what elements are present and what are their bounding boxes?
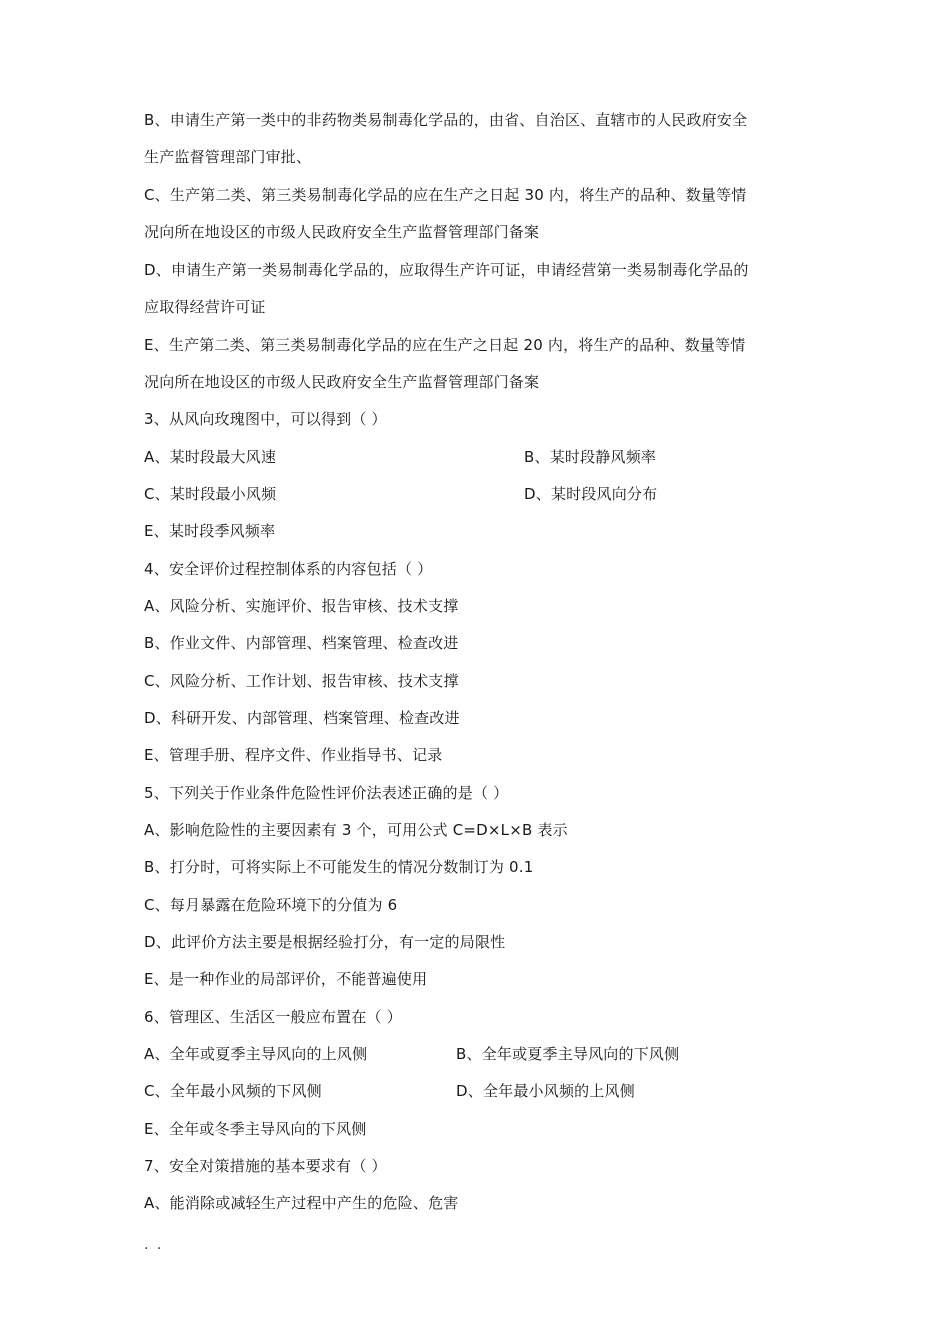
- option-d: D、全年最小风频的上风侧: [456, 1082, 635, 1100]
- option-c: C、每月暴露在危险环境下的分值为 6: [144, 896, 398, 914]
- option-b: B、作业文件、内部管理、档案管理、检查改进: [144, 634, 459, 652]
- option-b: B、某时段静风频率: [524, 448, 657, 466]
- option-b: B、全年或夏季主导风向的下风侧: [456, 1045, 680, 1063]
- text-line: E、生产第二类、第三类易制毒化学品的应在生产之日起 20 内，将生产的品种、数量等情: [144, 336, 746, 354]
- question-6: 6、管理区、生活区一般应布置在（ ）: [144, 1008, 402, 1026]
- option-e: E、全年或冬季主导风向的下风侧: [144, 1120, 367, 1138]
- option-a: A、风险分析、实施评价、报告审核、技术支撑: [144, 597, 459, 615]
- option-d: D、此评价方法主要是根据经验打分，有一定的局限性: [144, 933, 506, 951]
- option-c: C、某时段最小风频: [144, 485, 277, 503]
- option-d: D、科研开发、内部管理、档案管理、检查改进: [144, 709, 460, 727]
- option-b: B、打分时，可将实际上不可能发生的情况分数制订为 0.1: [144, 858, 534, 876]
- option-e: E、管理手册、程序文件、作业指导书、记录: [144, 746, 443, 764]
- question-4: 4、安全评价过程控制体系的内容包括（ ）: [144, 560, 433, 578]
- option-a: A、某时段最大风速: [144, 448, 277, 466]
- option-c: C、全年最小风频的下风侧: [144, 1082, 322, 1100]
- option-e: E、某时段季风频率: [144, 522, 276, 540]
- option-a: A、影响危险性的主要因素有 3 个，可用公式 C=D×L×B 表示: [144, 821, 568, 839]
- text-line: 生产监督管理部门审批、: [144, 148, 312, 166]
- question-7: 7、安全对策措施的基本要求有（ ）: [144, 1157, 387, 1175]
- text-line: C、生产第二类、第三类易制毒化学品的应在生产之日起 30 内，将生产的品种、数量等情: [144, 186, 747, 204]
- question-3: 3、从风向玫瑰图中，可以得到（ ）: [144, 410, 387, 428]
- text-line: B、申请生产第一类中的非药物类易制毒化学品的，由省、自治区、直辖市的人民政府安全: [144, 111, 748, 129]
- text-line: 况向所在地设区的市级人民政府安全生产监督管理部门备案: [144, 373, 540, 391]
- question-5: 5、下列关于作业条件危险性评价法表述正确的是（ ）: [144, 784, 509, 802]
- option-a: A、能消除或减轻生产过程中产生的危险、危害: [144, 1194, 459, 1212]
- option-a: A、全年或夏季主导风向的上风侧: [144, 1045, 368, 1063]
- text-line: D、申请生产第一类易制毒化学品的，应取得生产许可证，申请经营第一类易制毒化学品的: [144, 261, 749, 279]
- option-d: D、某时段风向分布: [524, 485, 658, 503]
- option-c: C、风险分析、工作计划、报告审核、技术支撑: [144, 672, 459, 690]
- text-line: 应取得经营许可证: [144, 298, 266, 316]
- text-line: 况向所在地设区的市级人民政府安全生产监督管理部门备案: [144, 223, 540, 241]
- option-e: E、是一种作业的局部评价，不能普遍使用: [144, 970, 428, 988]
- page-footer-dots: . .: [144, 1237, 164, 1253]
